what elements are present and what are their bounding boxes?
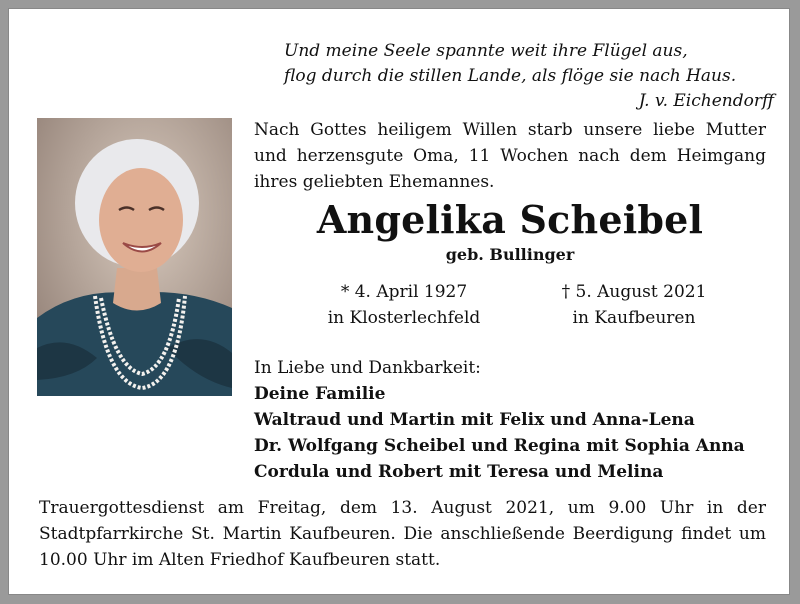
deceased-name: Angelika Scheibel [316,197,704,242]
birth-place: in Klosterlechfeld [327,308,481,328]
intro-text: Nach Gottes heiligem Willen starb unsere liebe Mutter und herzensgute Oma, 11 Wochen nach dem Heimgang ihres geliebten Ehemannes. [254,120,766,192]
portrait-illustration [37,118,232,396]
service-details: Trauergottesdienst am Freitag, dem 13. August 2021, um 9.00 Uhr in der Stadtpfarrkirche St. Martin Kaufbeuren. Die anschließende Beerdigung findet um 10.00 Uhr im Alten Friedhof Kaufbeuren statt. [39,498,766,570]
death-date: † 5. August 2021 [561,282,707,302]
birth-date: * 4. April 1927 [340,282,468,302]
family-line: Dr. Wolfgang Scheibel und Regina mit Sophia Anna [254,436,745,456]
poem-line-1: Und meine Seele spannte weit ihre Flügel aus, [284,41,688,61]
poem-line-2: flog durch die stillen Lande, als flöge sie nach Haus. [284,66,737,86]
birth-info [309,279,499,331]
family-intro: In Liebe und Dankbarkeit: [254,358,481,378]
poem-author: J. v. Eichendorff [638,91,774,111]
poem-quote [284,39,774,114]
family-line: Cordula und Robert mit Teresa und Melina [254,462,664,482]
portrait-photo [37,118,232,396]
maiden-name: geb. Bullinger [445,245,575,264]
death-place: in Kaufbeuren [572,308,696,328]
family-signature [254,355,774,485]
death-info [529,279,739,331]
family-line: Waltraud und Martin mit Felix und Anna-Lena [254,410,695,430]
family-line: Deine Familie [254,384,386,404]
obituary-card [8,8,790,595]
